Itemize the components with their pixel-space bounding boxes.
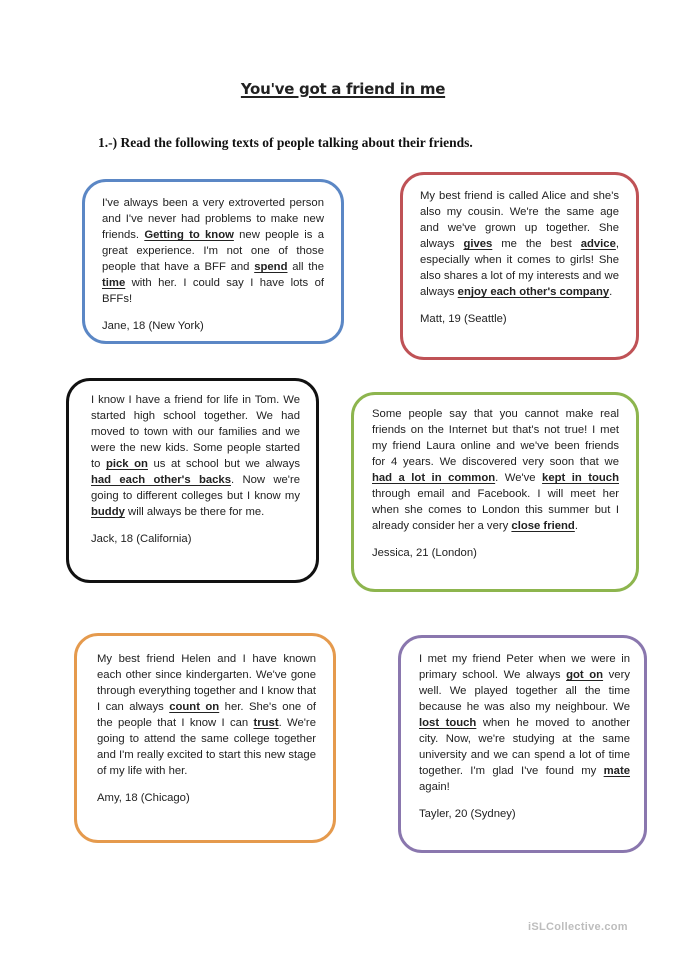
card-signature: Jane, 18 (New York): [102, 320, 204, 332]
vocabulary-highlight: pick on: [105, 458, 148, 470]
text-segment: us at school but we always: [147, 458, 300, 470]
vocabulary-highlight: time: [102, 277, 126, 289]
text-card-amy: [74, 633, 336, 843]
text-segment: will always be there for me.: [124, 506, 265, 518]
text-segment: Some people say that you cannot make real friends on the Internet but that's not true! I met my friend Laura online and we've been friends for 4 years. We discovered very soon that we: [372, 408, 619, 468]
text-card-jessica: [351, 392, 639, 592]
card-text: [97, 651, 316, 779]
card-text: [419, 651, 630, 795]
text-segment: My best friend Helen and I have known each other since kindergarten. We've gone through everything together and I know that I can always: [97, 653, 316, 713]
card-text: [420, 188, 619, 300]
vocabulary-highlight: lost touch: [419, 717, 477, 729]
worksheet-title: [0, 80, 686, 98]
vocabulary-highlight: count on: [169, 701, 220, 713]
vocabulary-highlight: enjoy each other's company: [457, 286, 610, 298]
exercise-instruction: 1.-) Read the following texts of people talking about their friends.: [98, 135, 473, 150]
text-segment: all the: [287, 261, 324, 273]
card-signature: Jack, 18 (California): [91, 533, 192, 545]
text-segment: very well. We played together all the time because he was also my neighbour. We: [419, 669, 630, 713]
text-segment: her. She's one of the people that I know I can: [97, 701, 317, 729]
vocabulary-highlight: trust: [253, 717, 279, 729]
card-signature: Amy, 18 (Chicago): [97, 792, 190, 804]
vocabulary-highlight: had each other's backs: [91, 474, 231, 486]
text-segment: when he moved to another city. Now, we're studying at the same university and we can spend a lot of time together. I'm glad I've found my: [419, 717, 630, 777]
text-card-tayler: [398, 635, 647, 853]
vocabulary-highlight: buddy: [91, 506, 125, 518]
vocabulary-highlight: close friend: [511, 520, 575, 532]
text-segment: . We're going to attend the same college together and I'm really excited to start this new stage of my life with her.: [97, 717, 316, 777]
card-signature: Tayler, 20 (Sydney): [419, 808, 516, 820]
text-card-jane: [82, 179, 344, 344]
vocabulary-highlight: kept in touch: [542, 472, 619, 484]
text-segment: . We've: [495, 472, 543, 484]
vocabulary-highlight: advice: [580, 238, 616, 250]
card-signature: Matt, 19 (Seattle): [420, 313, 507, 325]
vocabulary-highlight: gives: [463, 238, 493, 250]
text-segment: new people is a great experience. I'm not one of those people that have a BFF and: [102, 229, 324, 273]
card-signature: Jessica, 21 (London): [372, 547, 477, 559]
card-text: [372, 406, 619, 534]
worksheet-title-text: You've got a friend in me: [240, 80, 446, 98]
vocabulary-highlight: mate: [603, 765, 630, 777]
text-segment: .: [574, 520, 578, 532]
vocabulary-highlight: Getting to know: [144, 229, 234, 241]
vocabulary-highlight: spend: [254, 261, 288, 273]
text-segment: me the best: [492, 238, 581, 250]
vocabulary-highlight: had a lot in common: [372, 472, 496, 484]
text-segment: I know I have a friend for life in Tom. We started high school together. We had moved to town with our families and we were the new kids. Some people started to: [91, 394, 300, 470]
card-text: [91, 392, 300, 520]
text-segment: . Now we're going to different colleges but I know my: [91, 474, 300, 502]
text-segment: with her. I could say I have lots of BFFs!: [102, 277, 324, 305]
text-card-jack: [66, 378, 319, 583]
text-card-matt: [400, 172, 639, 360]
card-text: [102, 195, 324, 307]
text-segment: I've always been a very extroverted person and I've never had problems to make new friends.: [102, 197, 324, 241]
text-segment: I met my friend Peter when we were in primary school. We always: [419, 653, 630, 681]
text-segment: again!: [419, 781, 450, 793]
text-segment: through email and Facebook. I will meet her when she comes to London this summer but I already consider her a very: [372, 488, 619, 532]
vocabulary-highlight: got on: [566, 669, 604, 681]
text-segment: , especially when it comes to girls! She also shares a lot of my interests and we always: [420, 238, 619, 298]
watermark: iSLCollective.com: [528, 921, 628, 933]
text-segment: .: [609, 286, 613, 298]
text-segment: My best friend is called Alice and she's also my cousin. We're the same age and we've grown up together. She always: [420, 190, 619, 250]
